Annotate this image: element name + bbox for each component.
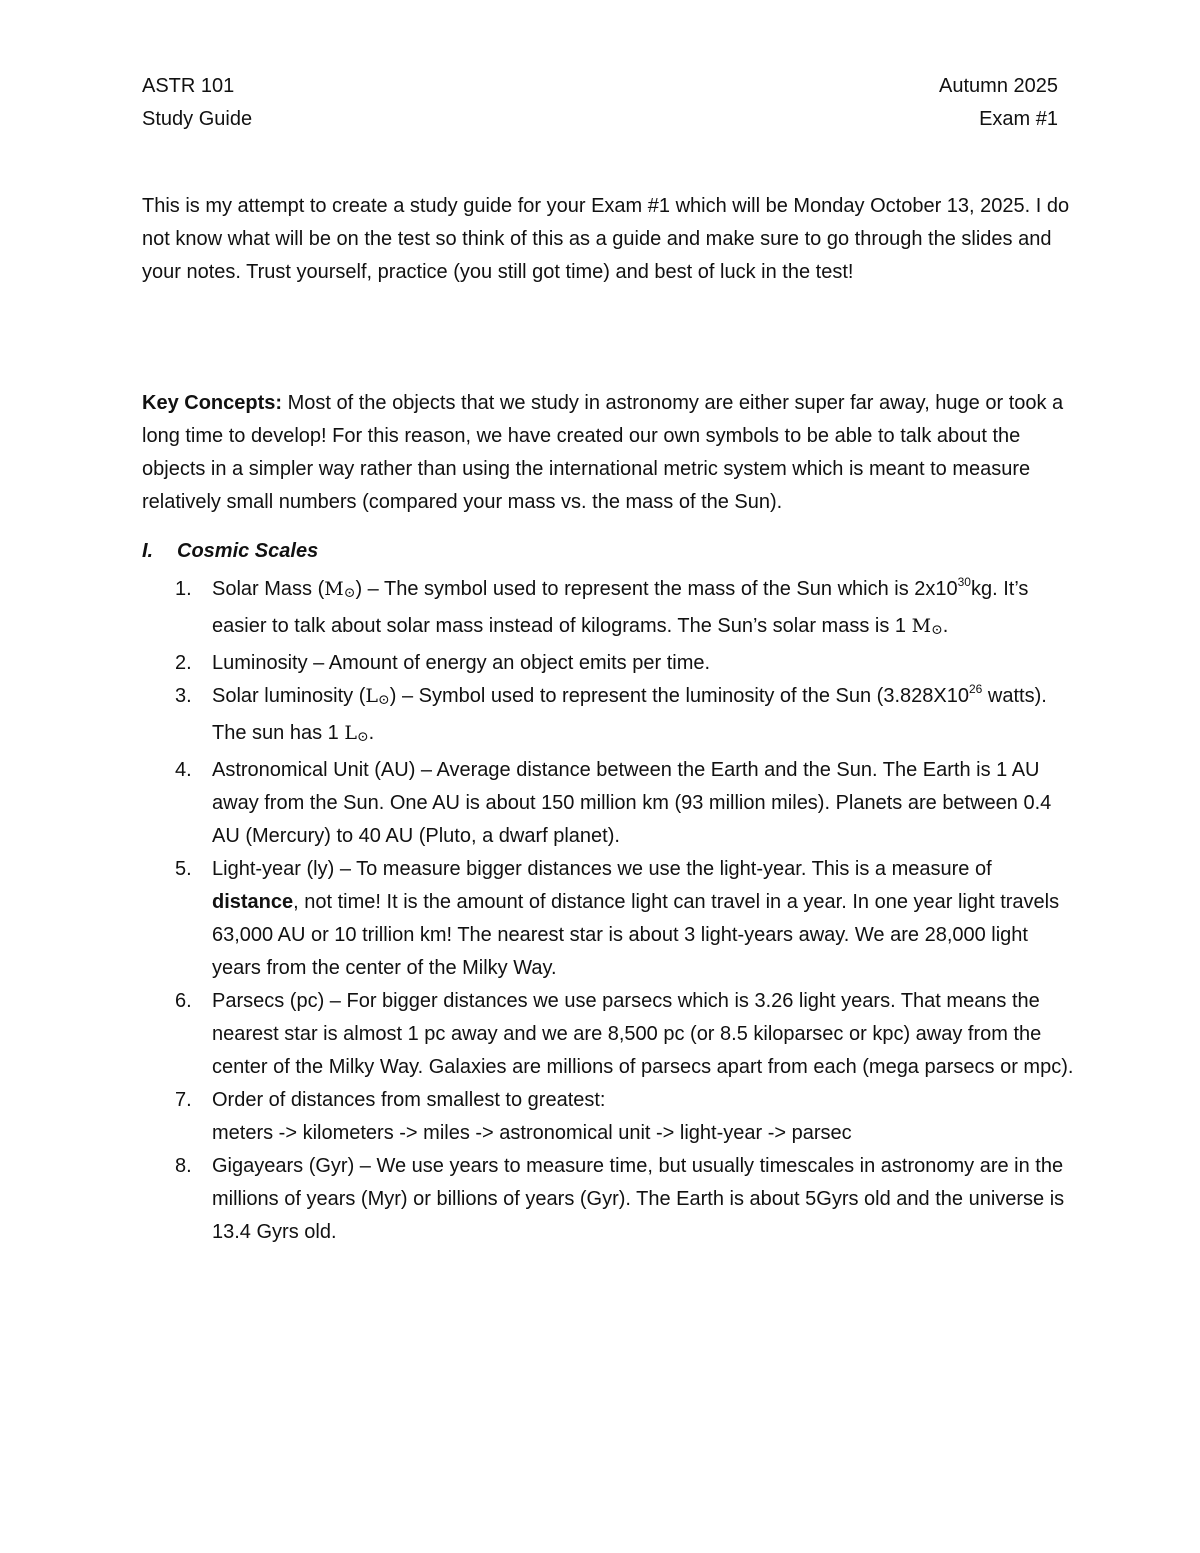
item-text: Solar Mass ( <box>212 578 325 600</box>
item-text: Parsecs (pc) – For bigger distances we use parsecs which is 3.26 light years. That means the nearest star is almost 1 pc away and we are 8,500 pc (or 8.5 kiloparsec or kpc) away from the center of the Milky Way. Galaxies are millions of parsecs apart from each (mega parsecs or mpc). <box>212 990 1074 1078</box>
list-item-solar-mass <box>175 573 1082 647</box>
solar-luminosity-symbol <box>365 685 389 707</box>
item-text: Luminosity – Amount of energy an object emits per time. <box>212 652 711 674</box>
emphasized-word: distance <box>212 891 294 913</box>
exponent: 26 <box>968 682 983 696</box>
sun-symbol-icon: ⊙ <box>343 585 356 601</box>
cosmic-scales-list <box>175 573 1082 1249</box>
solar-luminosity-symbol <box>344 722 368 744</box>
distance-order-line: meters -> kilometers -> miles -> astronomical unit -> light-year -> parsec <box>212 1122 852 1144</box>
item-text: . <box>368 722 375 744</box>
header-right <box>939 70 1058 136</box>
item-text: ) – The symbol used to represent the mass of the Sun which is 2x10 <box>355 578 958 600</box>
item-number: 6. <box>175 990 192 1012</box>
item-text: . <box>942 615 949 637</box>
item-number: 2. <box>175 652 192 674</box>
key-concepts-text: Most of the objects that we study in astronomy are either super far away, huge or took a long time to develop! For this reason, we have created our own symbols to be able to talk about the objects in a simpler way rather than using the international metric system which is meant to measure relatively small numbers (compared your mass vs. the mass of the Sun). <box>142 392 1064 513</box>
exam-number: Exam #1 <box>979 108 1058 130</box>
item-text: kg. It’s easier to talk about solar mass instead of kilograms. The Sun’s solar mass is 1 <box>212 578 1029 637</box>
key-concepts-paragraph <box>142 387 1072 519</box>
list-item-light-year <box>175 853 1082 985</box>
document-type: Study Guide <box>142 108 253 130</box>
item-number: 3. <box>175 685 192 707</box>
symbol-letter: M <box>324 578 344 600</box>
section-heading <box>142 535 318 568</box>
sun-symbol-icon: ⊙ <box>931 622 943 638</box>
header-left <box>142 70 252 136</box>
symbol-letter: L <box>365 685 379 707</box>
item-number: 5. <box>175 858 192 880</box>
section-number: I. <box>142 540 154 562</box>
item-number: 1. <box>175 578 192 600</box>
item-text: Astronomical Unit (AU) – Average distance between the Earth and the Sun. The Earth is 1 AU away from the Sun. One AU is about 150 million km (93 million miles). Planets are between 0.4 AU (Mercury) to 40 AU (Pluto, a dwarf planet). <box>212 759 1052 847</box>
item-text: Gigayears (Gyr) – We use years to measure time, but usually timescales in astronomy are in the millions of years (Myr) or billions of years (Gyr). The Earth is about 5Gyrs old and the universe is 13.4 Gyrs old. <box>212 1155 1065 1243</box>
sun-symbol-icon: ⊙ <box>378 692 390 708</box>
list-item-gigayears <box>175 1150 1082 1249</box>
item-text: Light-year (ly) – To measure bigger distances we use the light-year. This is a measure of <box>212 858 992 880</box>
symbol-letter: L <box>344 722 357 744</box>
exponent: 30 <box>957 575 971 589</box>
item-text: watts). The sun has 1 <box>212 685 1047 744</box>
item-text: ) – Symbol used to represent the luminosity of the Sun (3.828X10 <box>389 685 969 707</box>
item-number: 8. <box>175 1155 192 1177</box>
list-item-luminosity <box>175 647 1082 680</box>
intro-paragraph: This is my attempt to create a study guide for your Exam #1 which will be Monday October 13, 2025. I do not know what will be on the test so think of this as a guide and make sure to go through the slides and your notes. Trust yourself, practice (you still got time) and best of luck in the test! <box>142 195 1070 283</box>
list-item-order-of-distances <box>175 1084 1082 1150</box>
item-text: Order of distances from smallest to greatest: <box>212 1089 606 1111</box>
sun-symbol-icon: ⊙ <box>356 729 369 745</box>
list-item-astronomical-unit <box>175 754 1082 853</box>
solar-mass-symbol <box>324 578 355 600</box>
list-item-solar-luminosity <box>175 680 1082 754</box>
solar-mass-symbol <box>912 615 943 637</box>
course-code: ASTR 101 <box>142 75 235 97</box>
item-text: Solar luminosity ( <box>212 685 366 707</box>
list-item-parsecs <box>175 985 1082 1084</box>
item-text: , not time! It is the amount of distance light can travel in a year. In one year light travels 63,000 AU or 10 trillion km! The nearest star is about 3 light-years away. We are 28,000 light years from the center of the Milky Way. <box>212 891 1060 979</box>
key-concepts-label: Key Concepts: <box>142 392 283 414</box>
item-number: 7. <box>175 1089 192 1111</box>
section-title: Cosmic Scales <box>177 540 319 562</box>
symbol-letter: M <box>911 615 932 637</box>
item-number: 4. <box>175 759 192 781</box>
term: Autumn 2025 <box>939 75 1058 97</box>
